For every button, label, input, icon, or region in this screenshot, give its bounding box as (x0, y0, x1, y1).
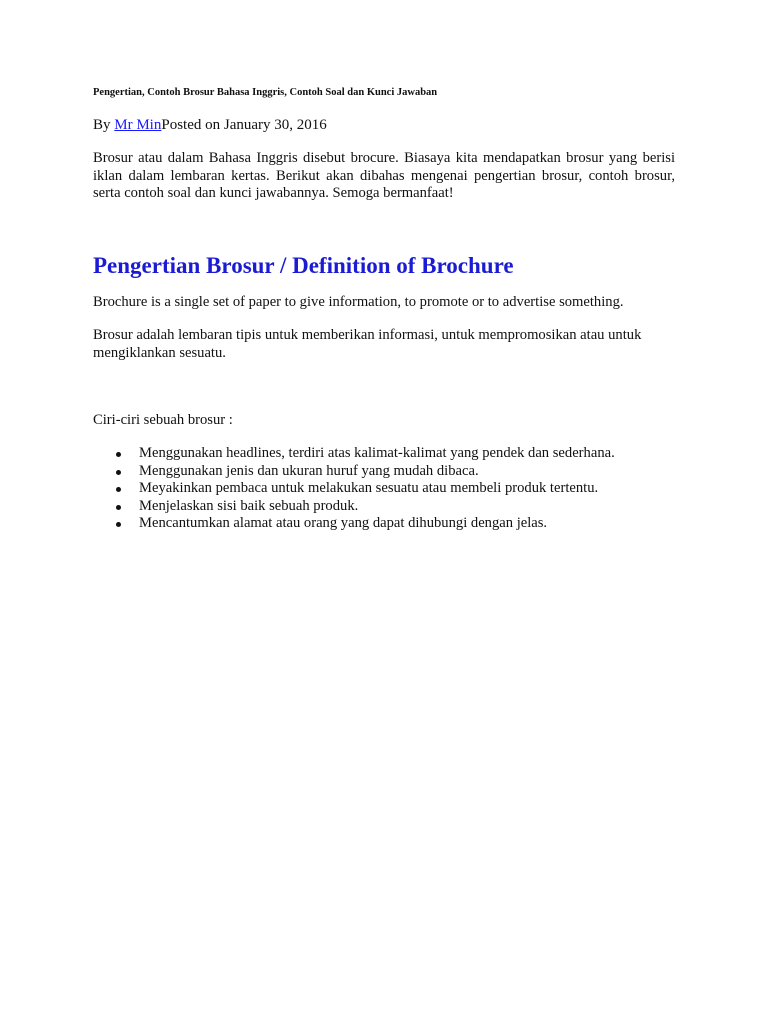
bullet-icon (116, 505, 121, 510)
definition-english: Brochure is a single set of paper to give information, to promote or to advertise something. (93, 294, 624, 310)
author-link[interactable]: Mr Min (114, 117, 162, 133)
definition-indonesian: Brosur adalah lembaran tipis untuk memberikan informasi, untuk mempromosikan atau untuk mengiklankan sesuatu. (93, 327, 642, 361)
posted-date: Posted on January 30, 2016 (161, 117, 327, 133)
list-item (93, 515, 615, 533)
list-item (93, 498, 615, 516)
document-title: Pengertian, Contoh Brosur Bahasa Inggris, Contoh Soal dan Kunci Jawaban (93, 87, 438, 98)
list-item (93, 463, 615, 481)
byline-prefix: By (93, 117, 115, 133)
list-item-text: Menggunakan jenis dan ukuran huruf yang mudah dibaca. (139, 462, 479, 479)
features-list (93, 445, 615, 533)
list-item-text: Menggunakan headlines, terdiri atas kalimat-kalimat yang pendek dan sederhana. (139, 445, 615, 461)
bullet-icon (116, 487, 121, 492)
list-item (93, 480, 615, 498)
features-intro: Ciri-ciri sebuah brosur : (93, 412, 233, 428)
section-heading: Pengertian Brosur / Definition of Brochure (93, 253, 514, 278)
list-item-text: Mencantumkan alamat atau orang yang dapat dihubungi dengan jelas. (139, 515, 548, 531)
bullet-icon (116, 470, 121, 475)
list-item (93, 445, 615, 463)
byline (93, 116, 327, 135)
intro-paragraph: Brosur atau dalam Bahasa Inggris disebut brocure. Biasaya kita mendapatkan brosur yang berisi iklan dalam lembaran kertas. Berikut akan dibahas mengenai pengertian brosur, contoh brosur, serta contoh soal dan kunci jawabannya. Semoga bermanfaat! (93, 150, 675, 201)
list-item-text: Meyakinkan pembaca untuk melakukan sesuatu atau membeli produk tertentu. (139, 480, 599, 496)
bullet-icon (116, 452, 121, 457)
list-item-text: Menjelaskan sisi baik sebuah produk. (139, 497, 359, 514)
bullet-icon (116, 522, 121, 527)
